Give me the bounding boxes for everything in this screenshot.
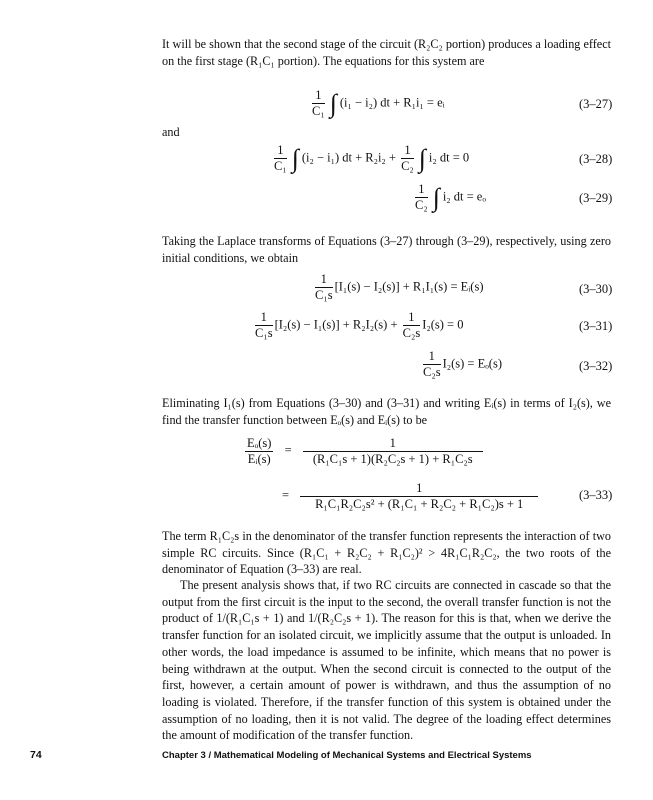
running-footer: Chapter 3 / Mathematical Modeling of Mechanical Systems and Electrical Systems [162,750,532,761]
transfer-function-line-1: $\frac{\text{Eₒ(s)}}{\text{Eᵢ(s)}}$ = $\frac{1}{\text{(R₁C₁s + 1)(R₂C₂s + 1) + R₁C₂s}}$ [243,436,485,467]
transfer-function-line-2: = $\frac{1}{\text{R₁C₁R₂C₂s² + (R₁C₁ + R₂C₂ + R₁C₂)s + 1}}$ [282,481,540,512]
equation-number-3-27: (3–27) [579,97,613,111]
interaction-paragraph: The term R₁C₂s in the denominator of the transfer function represents the interaction of two simple RC circuits. Since (R₁C₁ + R₂C₂ + R₁C₂)² > 4R₁C₁R₂C₂, the two roots of the denominator of Equation (3–33) are real. [162,529,611,577]
equation-3-27: $\frac{1}{\text{C₁}}$ ∫ (i₁ − i₂) dt + R₁i₁ = eᵢ [312,88,445,118]
equation-3-28-part-b: i₂ dt = 0 [428,150,470,165]
equation-3-30-body: [I₁(s) − I₂(s)] + R₁I₁(s) = Eᵢ(s) [334,279,484,294]
equation-number-3-31: (3–31) [579,319,613,333]
c1-label: C₁ [312,104,325,118]
equation-3-30: $\frac{1}{\text{C₁s}}$ [I₁(s) − I₂(s)] + R₁I₁(s) = Eᵢ(s) [315,272,484,302]
equation-3-32-body: I₂(s) = Eₒ(s) [442,356,502,371]
page-number: 74 [30,749,42,761]
equation-number-3-28: (3–28) [579,152,613,166]
intro-paragraph: It will be shown that the second stage of the circuit (R₂C₂ portion) produces a loading effect on the first stage (R₁C₁ portion). The equations for this system are [162,37,611,68]
equation-number-3-32: (3–32) [579,359,613,373]
equation-3-28-part-a: (i₂ − i₁) dt + R₂i₂ + [301,150,396,165]
equation-3-31-part-b: I₂(s) = 0 [422,317,464,332]
equation-3-31: $\frac{1}{\text{C₁s}}$ [I₂(s) − I₁(s)] + R₂I₂(s) + $\frac{1}{\text{C₂s}}$ I₂(s) = 0 [255,310,464,340]
equation-3-32: $\frac{1}{\text{C₂s}}$ I₂(s) = Eₒ(s) [423,349,502,379]
equation-3-29: $\frac{1}{\text{C₂}}$ ∫ i₂ dt = eₒ [415,182,486,212]
equation-number-3-33: (3–33) [579,488,613,502]
equation-number-3-29: (3–29) [579,191,613,205]
equation-3-29-body: i₂ dt = eₒ [442,189,486,204]
equation-3-31-part-a: [I₂(s) − I₁(s)] + R₂I₂(s) + [274,317,398,332]
analysis-paragraph: The present analysis shows that, if two RC circuits are connected in cascade so that the output from the first circuit is the input to the second, the overall transfer function is not the product of 1/(R₁C₁s + 1) and 1/(R₂C₂s + 1). The reason for this is that, when we derive the transfer function for an isolated circuit, we implicitly assume that the output is unloaded. In other words, the load impedance is assumed to be infinite, which means that no power is being withdrawn at the output. When the second circuit is connected to the output of the first, however, a certain amount of power is withdrawn, and thus the assumption of no loading is violated. Therefore, if the transfer function of this system is obtained under the assumption of no loading, then it is not valid. The degree of the loading effect determines the amount of modification of the transfer function. [162,578,611,743]
equation-3-28: $\frac{1}{\text{C₁}}$ ∫ (i₂ − i₁) dt + R₂i₂ + $\frac{1}{\text{C₂}}$ ∫ i₂ dt = 0 [274,143,470,173]
equation-number-3-30: (3–30) [579,282,613,296]
laplace-paragraph: Taking the Laplace transforms of Equations (3–27) through (3–29), respectively, using zero initial conditions, we obtain [162,234,611,265]
equation-3-27-body: (i₁ − i₂) dt + R₁i₁ = eᵢ [339,95,445,110]
eliminating-paragraph: Eliminating I₁(s) from Equations (3–30) and (3–31) and writing Eᵢ(s) in terms of I₂(s), we find the transfer function between Eₒ(s) and Eᵢ(s) to be [162,396,611,427]
and-word: and [162,125,180,139]
